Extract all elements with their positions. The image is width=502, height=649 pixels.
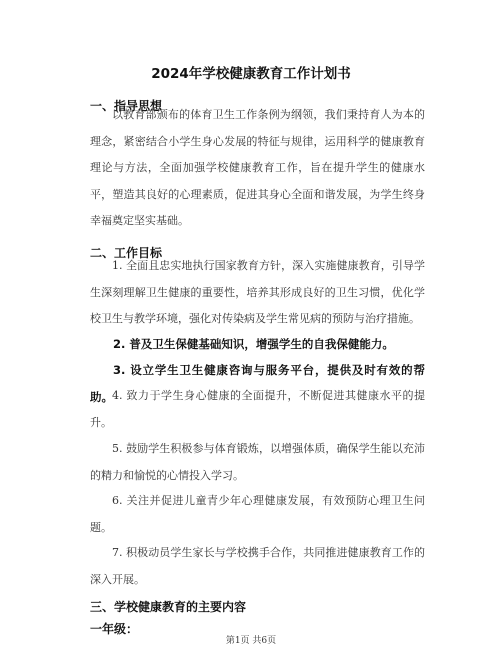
goal-item-1: 1. 全面且忠实地执行国家教育方针，深入实施健康教育，引导学生深刻理解卫生健康的重要性，培养其形成良好的卫生习惯，优化学校卫生与教学环境，强化对传染病及学生常见病的预防与治疗措施。	[90, 259, 425, 325]
goal-item-5: 5. 鼓励学生积极参与体育锻炼，以增强体质，确保学生能以充沛的精力和愉悦的心情投入学习。	[90, 442, 425, 482]
subheading-grade-one: 一年级：	[90, 622, 139, 636]
paragraph-guiding-thought: 以教育部颁布的体育卫生工作条例为纲领，我们秉持育人为本的理念，紧密结合小学生身心发展的特征与规律，运用科学的健康教育理论与方法，全面加强学校健康教育工作，旨在提升学生的健康水平，塑造其良好的心理素质，促进其身心全面和谐发展，为学生终身幸福奠定坚实基础。	[90, 108, 425, 227]
section-heading-main-content: 三、学校健康教育的主要内容	[90, 600, 247, 614]
section-heading-guiding-thought: 一、指导思想	[90, 99, 163, 113]
goal-item-2: 2. 普及卫生保健基础知识，增强学生的自我保健能力。	[113, 337, 394, 351]
goal-item-4: 4. 致力于学生身心健康的全面提升，不断促进其健康水平的提升。	[90, 389, 425, 429]
page-number-footer: 第1页 共6页	[225, 636, 277, 646]
section-heading-work-goals: 二、工作目标	[90, 246, 163, 260]
goal-item-7: 7. 积极动员学生家长与学校携手合作，共同推进健康教育工作的深入开展。	[90, 546, 425, 586]
goal-item-6: 6. 关注并促进儿童青少年心理健康发展，有效预防心理卫生问题。	[90, 494, 425, 534]
document-title: 2024年学校健康教育工作计划书	[151, 66, 351, 82]
goal-item-3: 3. 设立学生卫生健康咨询与服务平台，提供及时有效的帮助。	[90, 363, 425, 404]
